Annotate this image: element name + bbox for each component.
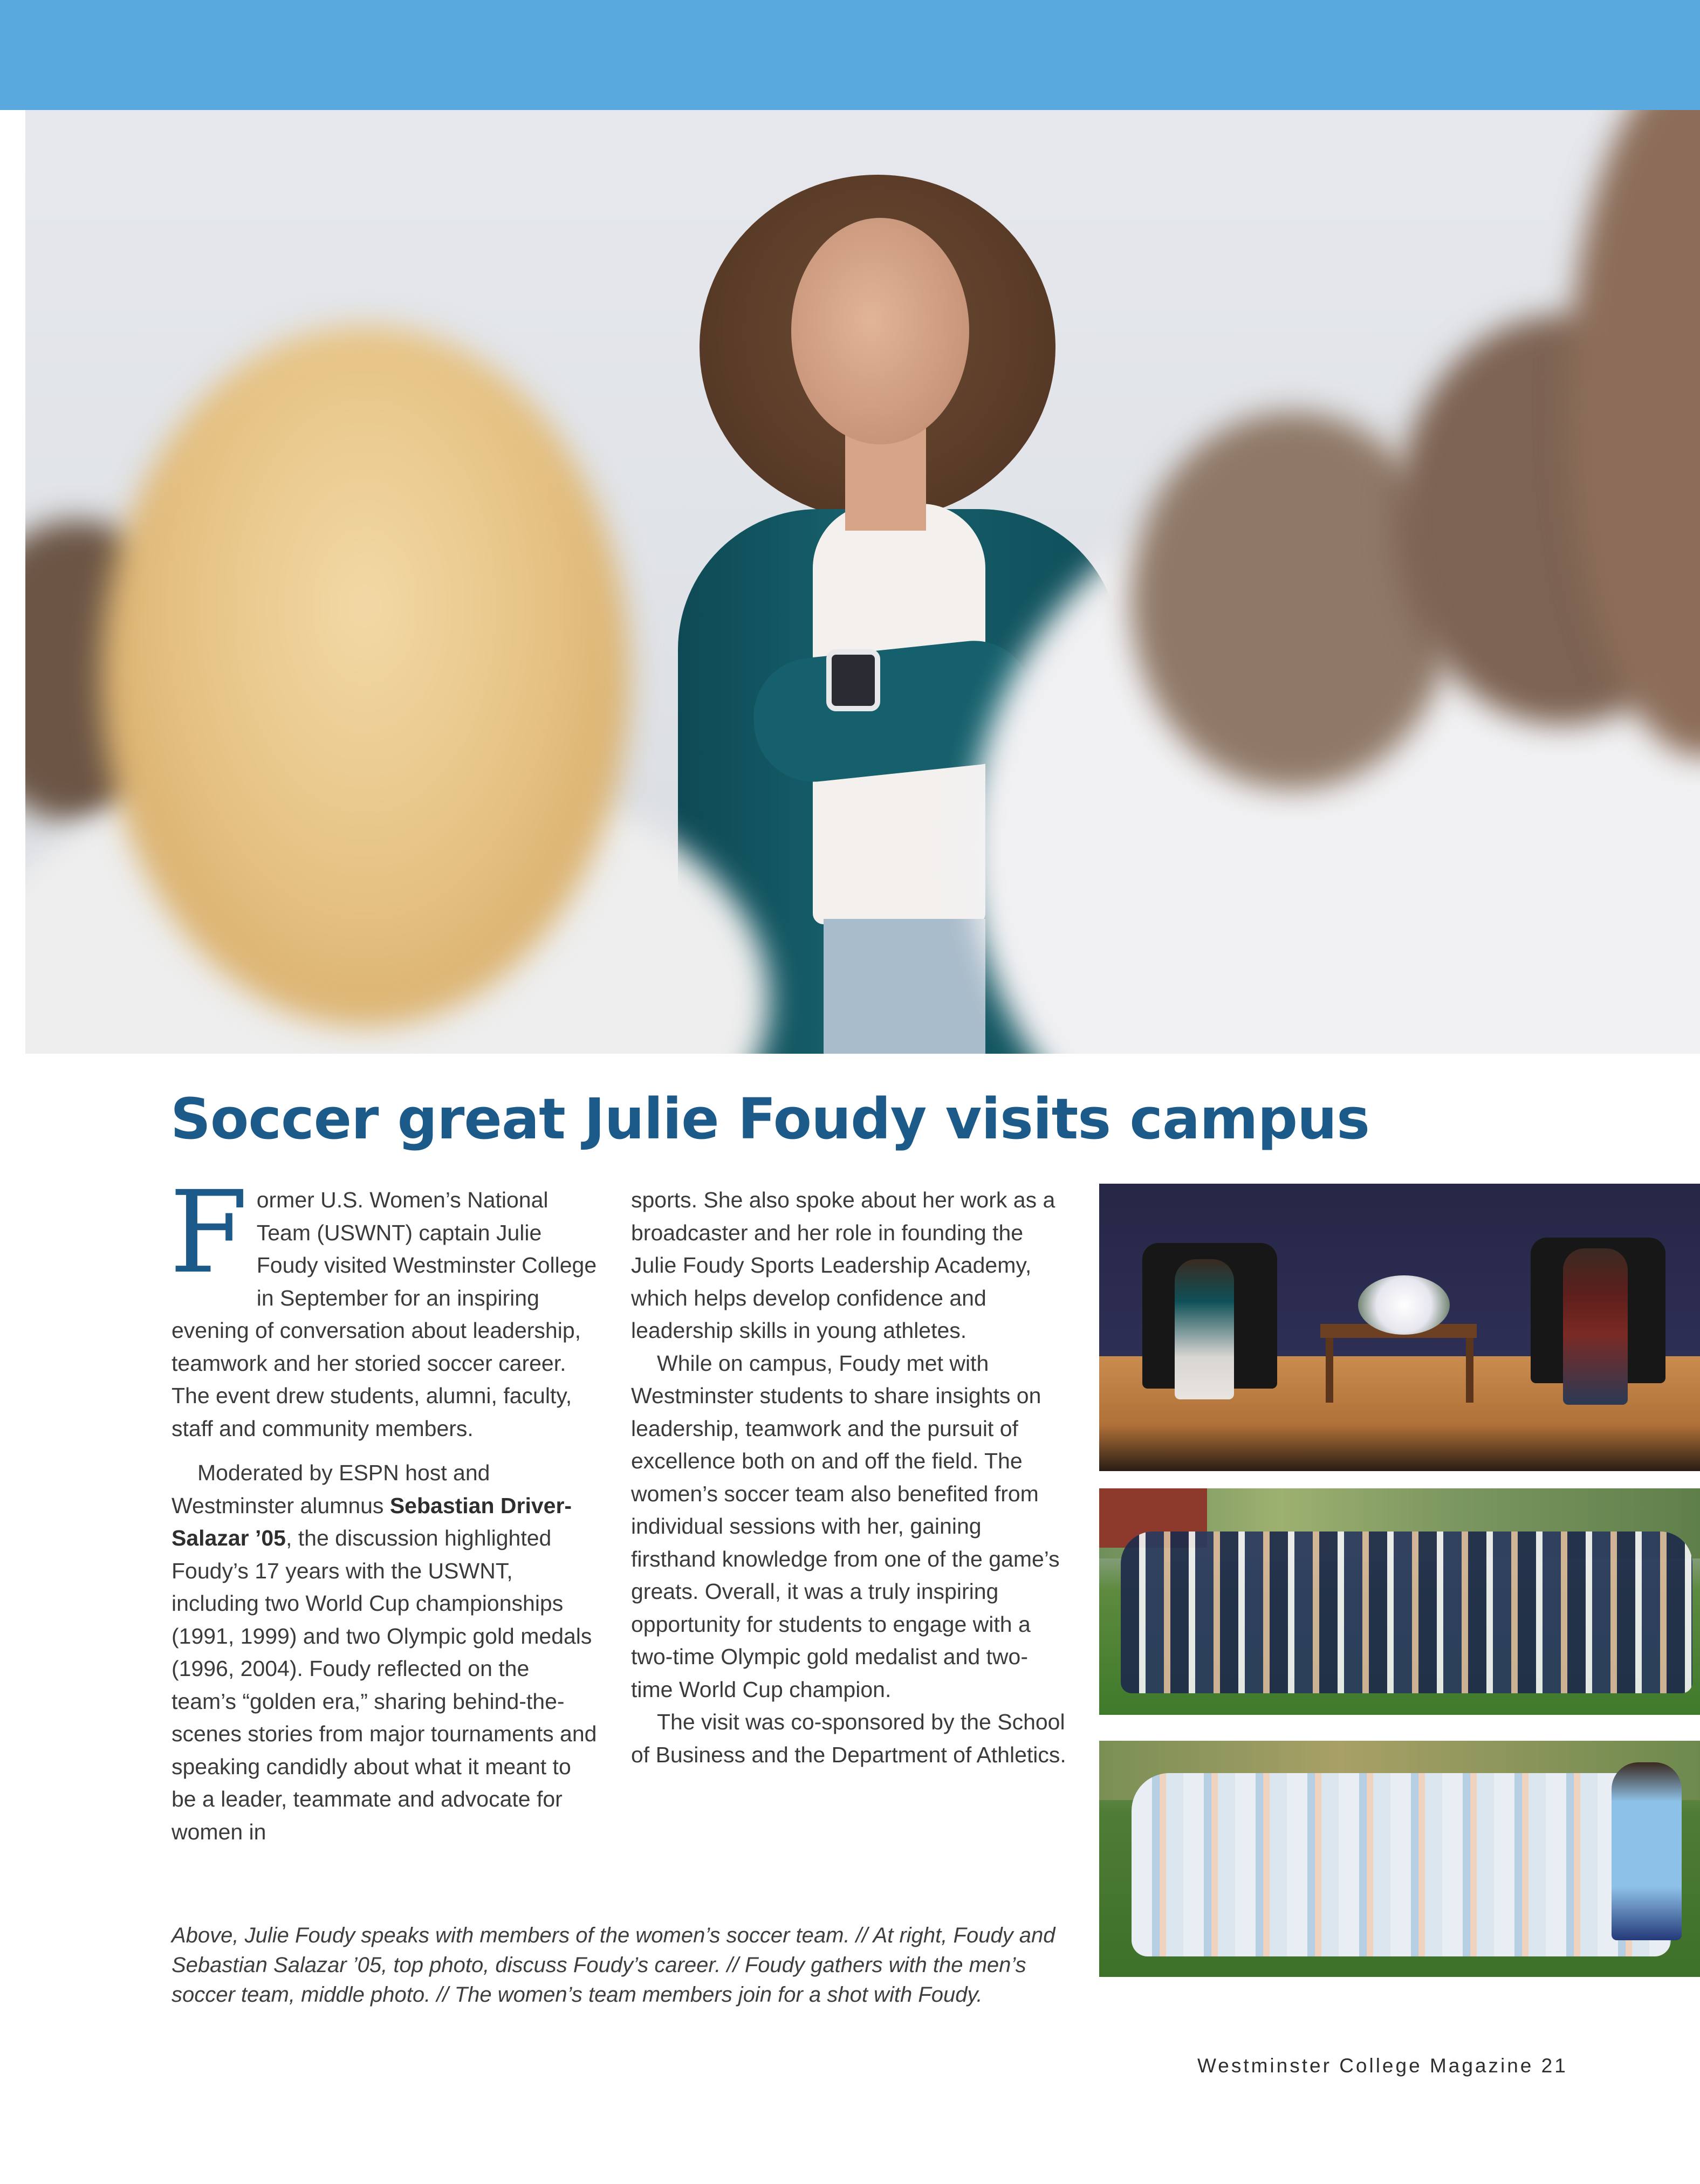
- table-leg: [1466, 1338, 1473, 1403]
- hero-photo-foudy-speaking: [25, 110, 1700, 1054]
- photo-caption: Above, Julie Foudy speaks with members of the women’s soccer team. // At right, Foudy and Sebastian Salazar ’05, top photo, discuss Foudy’s career. // Foudy gathers with the men’s soccer team, middle photo. // The women’s team members join for a shot with Foudy.: [172, 1924, 1055, 2007]
- top-color-band: [0, 0, 1700, 110]
- paragraph-1-text: ormer U.S. Women’s National Team (USWNT) captain Julie Foudy visited Westminster College in September for an inspiring evening of conversation about leadership, teamwork and her storied soccer career. The event drew students, alumni, faculty, staff and community members.: [172, 1187, 597, 1441]
- seated-moderator: [1563, 1248, 1628, 1405]
- paragraph-4: The visit was co-sponsored by the School of Business and the Department of Athletics.: [631, 1709, 1066, 1767]
- speaker-jeans: [824, 919, 985, 1054]
- paragraph-1: [169, 1166, 598, 1445]
- page-footer: Westminster College Magazine 21: [1197, 2055, 1568, 2077]
- paragraph-3: While on campus, Foudy met with Westminster students to share insights on leadership, teamwork and the pursuit of excellence both on and off the field. The women’s soccer team also benefited from individual sessions with her, gaining firsthand knowledge from one of the game’s greats. Overall, it was a truly inspiring opportunity for students to engage with a two-time Olympic gold medalist and two-time World Cup champion.: [631, 1350, 1060, 1702]
- text-column-left: [169, 1166, 598, 1848]
- table-leg: [1326, 1338, 1333, 1403]
- alumnus-name: Sebastian Driver-Salazar ’05: [172, 1493, 572, 1550]
- photo-mens-team: [1099, 1488, 1700, 1715]
- womens-team-group: [1132, 1773, 1671, 1956]
- speaker-face: [791, 218, 969, 444]
- flower-arrangement: [1358, 1275, 1450, 1335]
- mens-team-group: [1121, 1531, 1692, 1693]
- photo-womens-team: [1099, 1741, 1700, 1977]
- paragraph-2-continued: sports. She also spoke about her work as a broadcaster and her role in founding the Julie Foudy Sports Leadership Academy, which helps develop confidence and leadership skills in young athletes.: [631, 1187, 1055, 1343]
- coach-figure: [1612, 1762, 1682, 1940]
- article-title: Soccer great Julie Foudy visits campus: [170, 1086, 1369, 1152]
- drop-cap: F: [169, 1166, 248, 1299]
- seated-foudy: [1175, 1259, 1234, 1399]
- watch-icon: [826, 649, 880, 711]
- photo-stage-discussion: [1099, 1184, 1700, 1471]
- blurred-blonde-head: [101, 326, 629, 1027]
- paragraph-2: Moderated by ESPN host and Westminster alumnus Sebastian Driver-Salazar ’05, the discussion highlighted Foudy’s 17 years with the USWNT, including two World Cup championships (1991, 1999) and two Olympic gold medals (1996, 2004). Foudy reflected on the team’s “golden era,” sharing behind-the-scenes stories from major tournaments and speaking candidly about what it meant to be a leader, teammate and advocate for women in: [172, 1460, 597, 1844]
- text-column-middle: [631, 1184, 1068, 1771]
